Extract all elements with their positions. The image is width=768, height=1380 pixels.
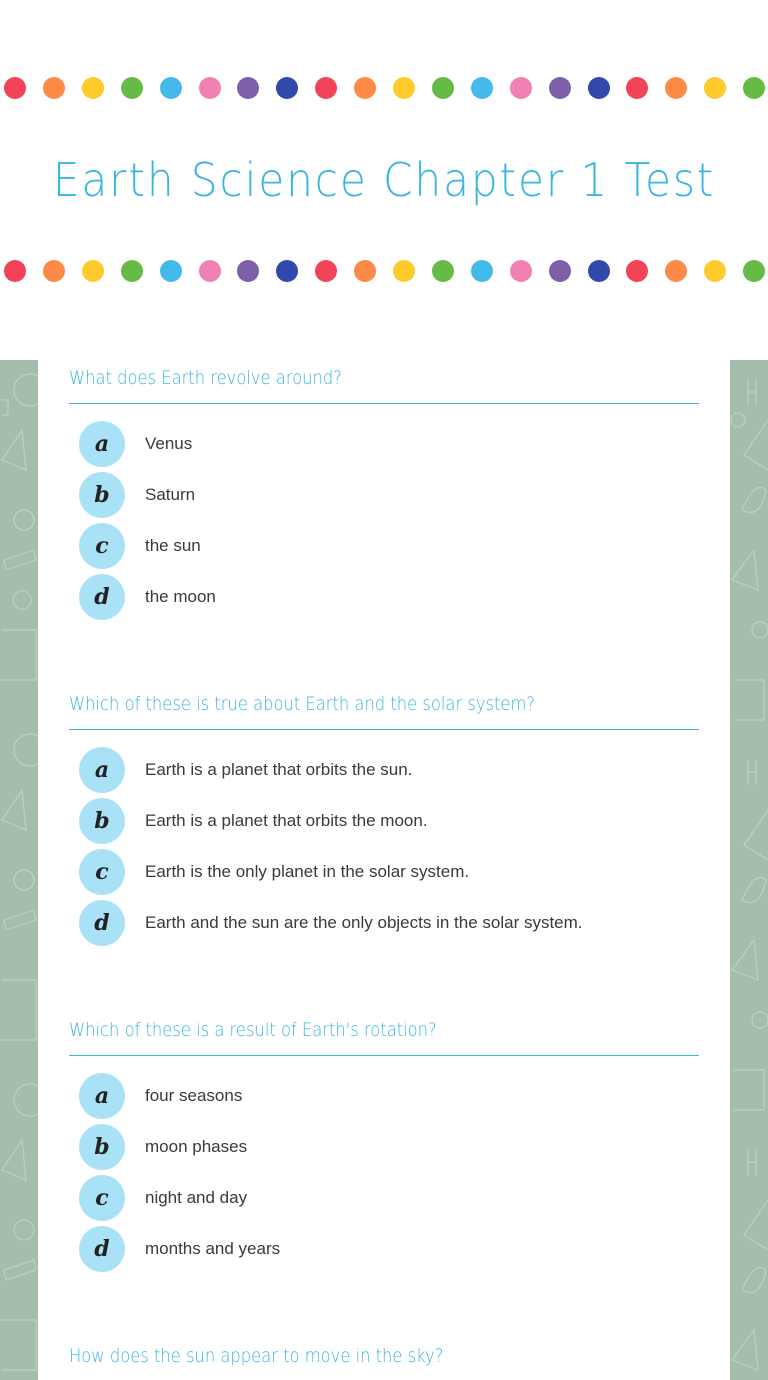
question-1 bbox=[69, 365, 699, 622]
decorative-dot bbox=[432, 77, 454, 99]
worksheet-header bbox=[0, 0, 768, 360]
answer-option-c[interactable] bbox=[69, 846, 699, 897]
question-4 bbox=[69, 1343, 699, 1373]
option-text: the moon bbox=[145, 586, 216, 606]
decorative-dot bbox=[160, 77, 182, 99]
decorative-dot bbox=[354, 260, 376, 282]
option-letter-badge: a bbox=[79, 1073, 125, 1119]
question-2 bbox=[69, 691, 699, 948]
decorative-dot bbox=[588, 77, 610, 99]
question-3 bbox=[69, 1017, 699, 1274]
decorative-dot bbox=[588, 260, 610, 282]
option-text: Earth and the sun are the only objects in the solar system. bbox=[145, 912, 583, 932]
decorative-dot bbox=[432, 260, 454, 282]
decorative-dot bbox=[665, 260, 687, 282]
answer-option-c[interactable] bbox=[69, 1172, 699, 1223]
option-letter-badge: a bbox=[79, 747, 125, 793]
answer-option-b[interactable] bbox=[69, 1121, 699, 1172]
decorative-dot bbox=[393, 260, 415, 282]
decorative-dot bbox=[199, 77, 221, 99]
decorative-dot bbox=[743, 77, 765, 99]
option-letter-badge: d bbox=[79, 900, 125, 946]
decorative-dot bbox=[121, 260, 143, 282]
decorative-dot bbox=[626, 77, 648, 99]
doodle-pattern-icon bbox=[0, 360, 38, 1380]
decorative-dot bbox=[237, 77, 259, 99]
decorative-dot bbox=[354, 77, 376, 99]
decorative-dot bbox=[549, 77, 571, 99]
worksheet-body bbox=[38, 360, 730, 1380]
decorative-dot bbox=[471, 260, 493, 282]
decorative-side-pattern-left bbox=[0, 360, 38, 1380]
decorative-dot bbox=[704, 77, 726, 99]
option-letter-badge: c bbox=[79, 849, 125, 895]
question-text: How does the sun appear to move in the sky? bbox=[69, 1345, 444, 1367]
option-text: Earth is a planet that orbits the moon. bbox=[145, 810, 428, 830]
answer-option-a[interactable] bbox=[69, 744, 699, 795]
decorative-side-pattern-right bbox=[730, 360, 768, 1380]
decorative-dot bbox=[276, 260, 298, 282]
option-letter-badge: b bbox=[79, 472, 125, 518]
decorative-dot bbox=[82, 260, 104, 282]
option-text: Saturn bbox=[145, 484, 196, 504]
decorative-dot bbox=[160, 260, 182, 282]
decorative-dot bbox=[4, 77, 26, 99]
option-text: night and day bbox=[145, 1187, 248, 1207]
answer-option-c[interactable] bbox=[69, 520, 699, 571]
question-text: Which of these is true about Earth and the solar system? bbox=[69, 693, 536, 715]
decorative-dot-row-top bbox=[0, 77, 768, 99]
option-text: Earth is a planet that orbits the sun. bbox=[145, 759, 413, 779]
decorative-dot bbox=[510, 260, 532, 282]
option-letter-badge: c bbox=[79, 523, 125, 569]
decorative-dot bbox=[315, 77, 337, 99]
decorative-dot bbox=[626, 260, 648, 282]
option-letter-badge: d bbox=[79, 574, 125, 620]
option-letter-badge: b bbox=[79, 1124, 125, 1170]
answer-option-b[interactable] bbox=[69, 795, 699, 846]
decorative-dot bbox=[510, 77, 532, 99]
decorative-dot bbox=[393, 77, 415, 99]
option-text: the sun bbox=[145, 535, 201, 555]
option-letter-badge: b bbox=[79, 798, 125, 844]
worksheet-title: Earth Science Chapter 1 Test bbox=[52, 153, 716, 207]
answer-option-a[interactable] bbox=[69, 1070, 699, 1121]
decorative-dot bbox=[237, 260, 259, 282]
decorative-dot bbox=[549, 260, 571, 282]
option-letter-badge: d bbox=[79, 1226, 125, 1272]
decorative-dot bbox=[704, 260, 726, 282]
option-text: moon phases bbox=[145, 1136, 248, 1156]
option-letter-badge: a bbox=[79, 421, 125, 467]
decorative-dot bbox=[121, 77, 143, 99]
answer-option-a[interactable] bbox=[69, 418, 699, 469]
question-text: What does Earth revolve around? bbox=[69, 367, 342, 389]
option-text: Earth is the only planet in the solar system. bbox=[145, 861, 470, 881]
question-text: Which of these is a result of Earth's rotation? bbox=[69, 1019, 437, 1041]
decorative-dot bbox=[315, 260, 337, 282]
doodle-pattern-icon bbox=[730, 360, 768, 1380]
decorative-dot bbox=[43, 260, 65, 282]
option-letter-badge: c bbox=[79, 1175, 125, 1221]
decorative-dot bbox=[4, 260, 26, 282]
decorative-dot bbox=[43, 77, 65, 99]
decorative-dot bbox=[743, 260, 765, 282]
answer-option-d[interactable] bbox=[69, 897, 699, 948]
option-text: months and years bbox=[145, 1238, 281, 1258]
decorative-dot bbox=[665, 77, 687, 99]
answer-option-b[interactable] bbox=[69, 469, 699, 520]
decorative-dot-row-bottom bbox=[0, 260, 768, 282]
decorative-dot bbox=[471, 77, 493, 99]
option-text: four seasons bbox=[145, 1085, 243, 1105]
option-text: Venus bbox=[145, 433, 193, 453]
answer-option-d[interactable] bbox=[69, 1223, 699, 1274]
decorative-dot bbox=[276, 77, 298, 99]
answer-option-d[interactable] bbox=[69, 571, 699, 622]
decorative-dot bbox=[199, 260, 221, 282]
decorative-dot bbox=[82, 77, 104, 99]
